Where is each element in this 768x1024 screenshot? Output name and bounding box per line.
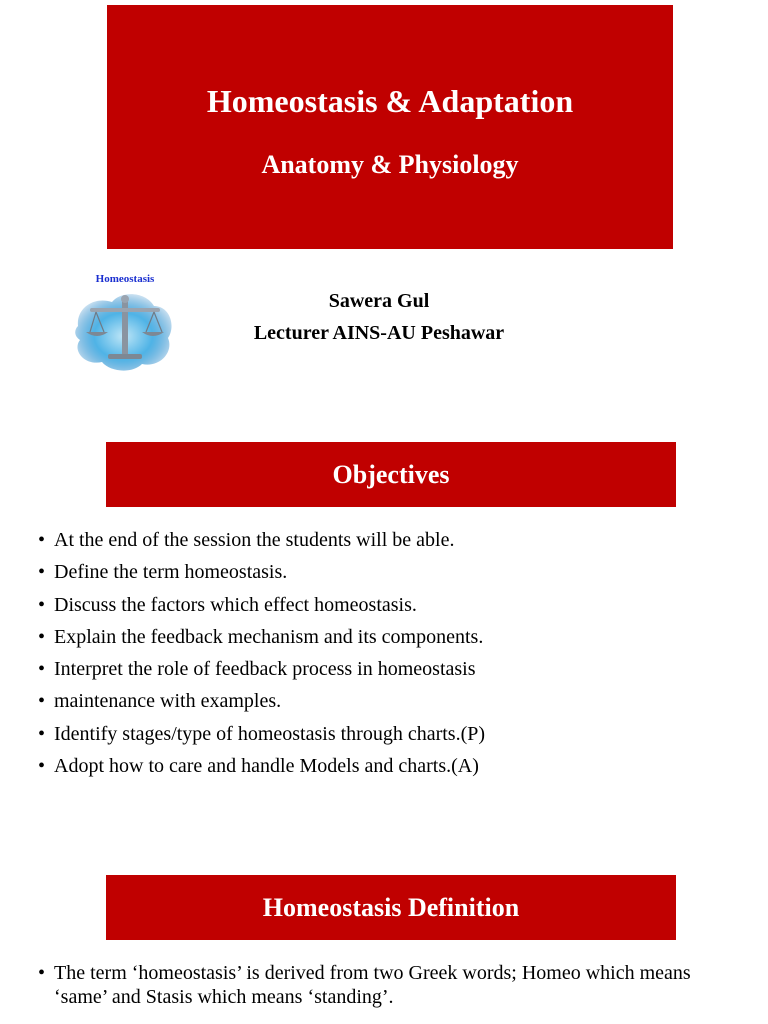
- author-name: Sawera Gul: [328, 290, 430, 312]
- list-item: • maintenance with examples.: [38, 690, 282, 713]
- logo-label: Homeostasis: [95, 273, 155, 285]
- list-item: • Define the term homeostasis.: [38, 561, 288, 584]
- list-item: • Interpret the role of feedback process in homeostasis: [38, 658, 476, 681]
- list-item: • Adopt how to care and handle Models and charts.(A): [38, 755, 479, 778]
- balance-scale-icon: [70, 286, 180, 374]
- presentation-title: Homeostasis & Adaptation: [206, 83, 574, 119]
- list-item: • Discuss the factors which effect homeostasis.: [38, 593, 417, 616]
- list-item: • At the end of the session the students will be able.: [38, 529, 455, 551]
- author-role: Lecturer AINS-AU Peshawar: [253, 322, 505, 344]
- definition-list: [38, 961, 728, 1009]
- homeostasis-logo: [70, 270, 180, 375]
- list-item: • Identify stages/type of homeostasis through charts.(P): [38, 722, 486, 745]
- title-slide: [107, 5, 673, 249]
- definition-heading: Homeostasis Definition: [106, 875, 676, 940]
- objectives-list: [38, 524, 485, 782]
- objectives-heading: Objectives: [106, 442, 676, 507]
- presentation-subtitle: Anatomy & Physiology: [261, 150, 519, 179]
- list-item: • Explain the feedback mechanism and its components.: [38, 625, 484, 648]
- list-item: • The term ‘homeostasis’ is derived from two Greek words; Homeo which means ‘same’ and Stasis which means ‘standing’.: [38, 962, 691, 1008]
